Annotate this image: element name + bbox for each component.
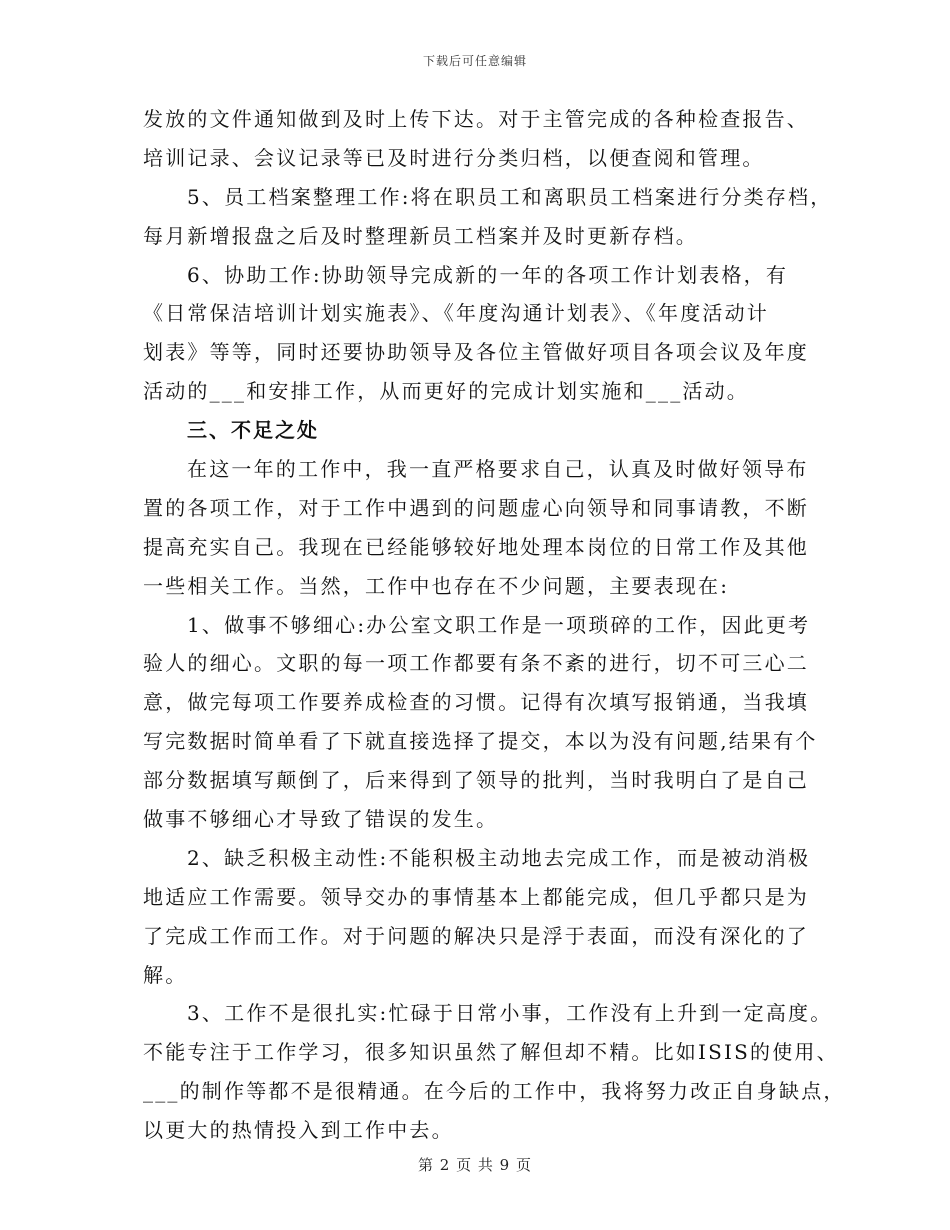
body-line: 意，做完每项工作要养成检查的习惯。记得有次填写报销通，当我填 bbox=[143, 690, 809, 715]
body-line: 5、员工档案整理工作:将在职员工和离职员工档案进行分类存档， bbox=[187, 184, 833, 209]
body-line: 解。 bbox=[143, 962, 188, 987]
body-line: 置的各项工作，对于工作中遇到的问题虚心向领导和同事请教，不断 bbox=[143, 495, 809, 520]
body-line: 发放的文件通知做到及时上传下达。对于主管完成的各种检查报告、 bbox=[143, 107, 809, 131]
body-text bbox=[143, 100, 846, 1150]
body-line: 2、缺乏积极主动性:不能积极主动地去完成工作，而是被动消极 bbox=[187, 845, 811, 870]
body-line: 写完数据时简单看了下就直接选择了提交，本以为没有问题,结果有个 bbox=[143, 729, 818, 754]
body-line: 了完成工作而工作。对于问题的解决只是浮于表面，而没有深化的了 bbox=[143, 923, 809, 948]
body-line: 提高充实自己。我现在已经能够较好地处理本岗位的日常工作及其他 bbox=[143, 534, 809, 559]
header-note: 下载后可任意编辑 bbox=[422, 54, 527, 68]
body-line: 一些相关工作。当然，工作中也存在不少问题，主要表现在: bbox=[143, 573, 730, 598]
body-line: 做事不够细心才导致了错误的发生。 bbox=[143, 807, 499, 832]
body-line: 不能专注于工作学习，很多知识虽然了解但却不精。比如ISIS的使用、 bbox=[143, 1040, 839, 1065]
body-line: 3、工作不是很扎实:忙碌于日常小事，工作没有上升到一定高度。 bbox=[187, 1001, 833, 1026]
body-line: 6、协助工作:协助领导完成新的一年的各项工作计划表格，有 bbox=[187, 262, 789, 287]
body-line: 每月新增报盘之后及时整理新员工档案并及时更新存档。 bbox=[143, 223, 698, 248]
body-line: 划表》等等，同时还要协助领导及各位主管做好项目各项会议及年度 bbox=[143, 340, 809, 365]
body-line: 部分数据填写颠倒了，后来得到了领导的批判，当时我明白了是自己 bbox=[143, 768, 809, 793]
body-line: 在这一年的工作中，我一直严格要求自己，认真及时做好领导布 bbox=[187, 457, 809, 482]
body-line: ___的制作等都不是很精通。在今后的工作中，我将努力改正自身缺点， bbox=[143, 1079, 846, 1104]
body-line: 以更大的热情投入到工作中去。 bbox=[143, 1118, 454, 1143]
body-line: 地适应工作需要。领导交办的事情基本上都能完成，但几乎都只是为 bbox=[143, 884, 809, 909]
page-indicator: 第 2 页 共 9 页 bbox=[418, 1156, 532, 1174]
body-line: 活动的___和安排工作，从而更好的完成计划实施和___活动。 bbox=[143, 379, 749, 404]
body-line: 验人的细心。文职的每一项工作都要有条不紊的进行，切不可三心二 bbox=[143, 651, 809, 676]
body-line: 《日常保洁培训计划实施表》、《年度沟通计划表》、《年度活动计 bbox=[143, 301, 769, 326]
body-line: 1、做事不够细心:办公室文职工作是一项琐碎的工作，因此更考 bbox=[187, 612, 811, 637]
body-line: 培训记录、会议记录等已及时进行分类归档，以便查阅和管理。 bbox=[143, 145, 765, 170]
section-heading: 三、不足之处 bbox=[187, 418, 319, 443]
